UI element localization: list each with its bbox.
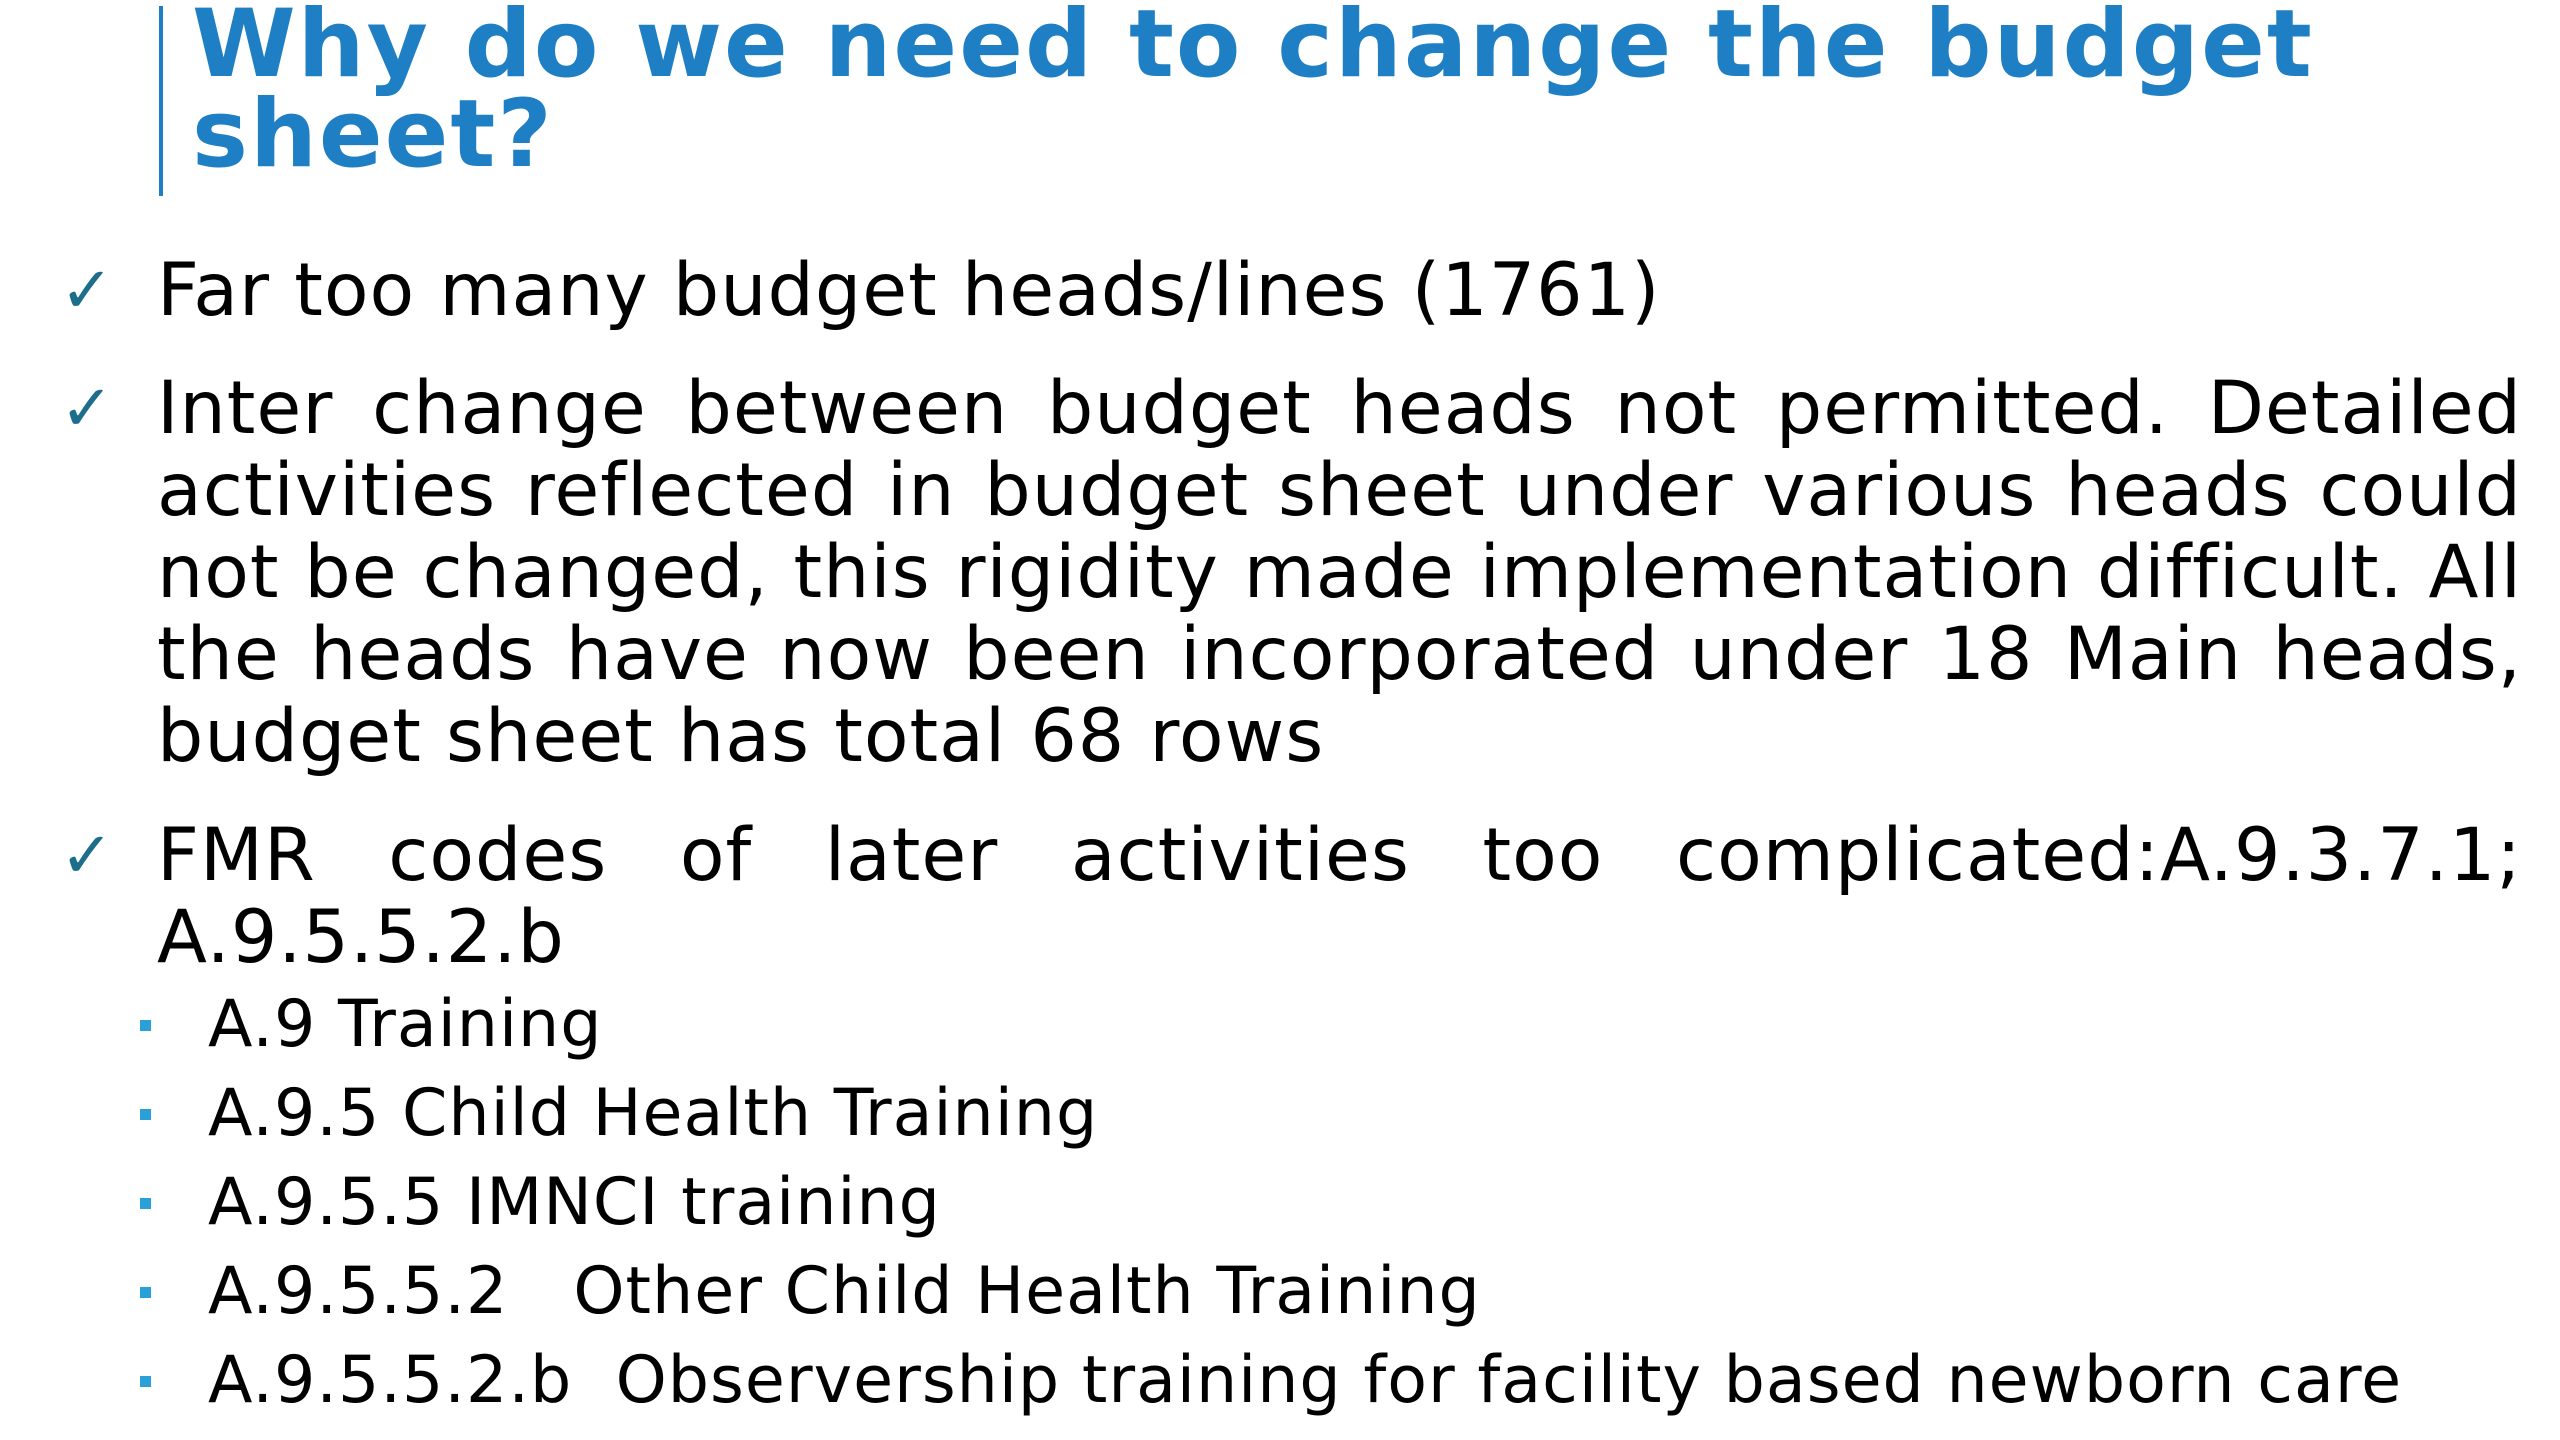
check-icon: ✓	[60, 372, 114, 446]
bullet-text: Inter change between budget heads not permitted. Detailed activities reflected in budget sheet under various heads could not be changed, this rigidity made implementation difficult. All the heads have now been incorporated under 18 Main heads, budget sheet has total 68 rows	[157, 366, 2522, 779]
square-bullet-icon	[140, 1376, 151, 1387]
sub-bullet-text: A.9.5.5.2 Other Child Health Training	[208, 1254, 1481, 1329]
sub-bullet-text: A.9.5.5 IMNCI training	[208, 1165, 941, 1240]
sub-bullet-text: A.9.5.5.2.b Observership training for facility based newborn care	[208, 1343, 2403, 1418]
check-icon: ✓	[60, 254, 114, 328]
square-bullet-icon	[140, 1020, 151, 1031]
title-accent-bar	[159, 6, 163, 196]
sub-bullet-text: A.9 Training	[208, 987, 603, 1062]
slide-title: Why do we need to change the budget sheet?	[192, 0, 2314, 189]
square-bullet-icon	[140, 1198, 151, 1209]
check-icon: ✓	[60, 819, 114, 893]
sub-bullet-text: A.9.5 Child Health Training	[208, 1076, 1099, 1151]
square-bullet-icon	[140, 1109, 151, 1120]
bullet-text: Far too many budget heads/lines (1761)	[157, 248, 1661, 333]
square-bullet-icon	[140, 1287, 151, 1298]
bullet-text: FMR codes of later activities too complicated:A.9.3.7.1; A.9.5.5.2.b	[157, 813, 2522, 980]
